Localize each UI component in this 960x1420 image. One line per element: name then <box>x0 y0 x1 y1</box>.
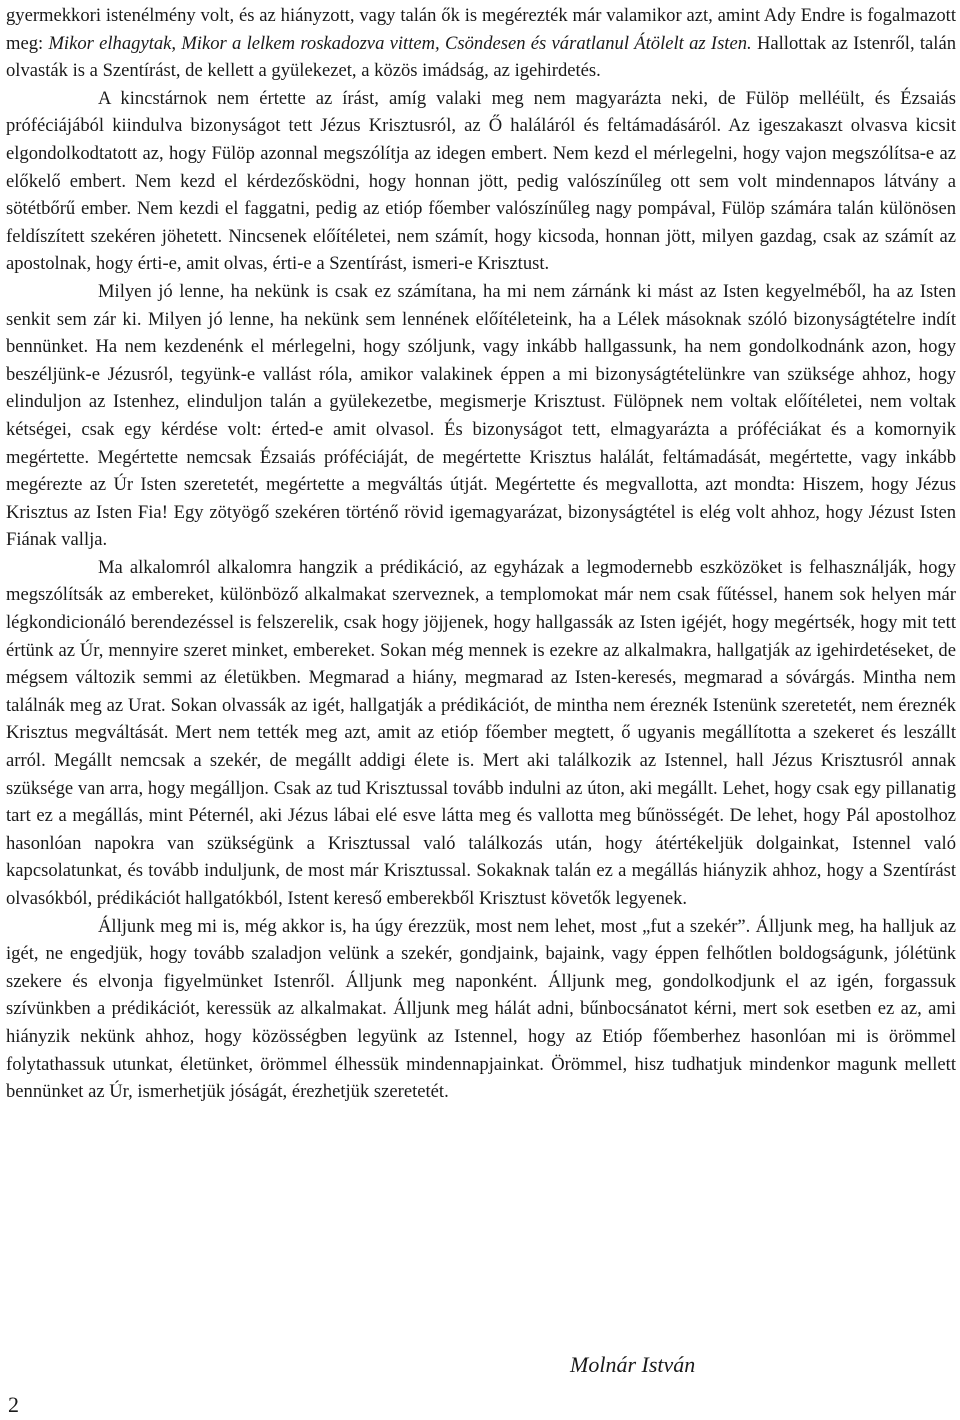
paragraph-1 <box>6 2 956 85</box>
ady-quote: Mikor elhagytak, Mikor a lelkem roskadozva vittem, Csöndesen és váratlanul Átölelt az Isten. <box>48 32 752 54</box>
document-body <box>6 2 956 1106</box>
page-number: 2 <box>8 1392 19 1417</box>
paragraph-4: Ma alkalomról alkalomra hangzik a prédikáció, az egyházak a legmodernebb eszközöket is felhasználják, hogy megszólítsák az embereket, különböző alkalmakat szerveznek, a templomokat már nem csak fűtéssel, hanem sok helyen már légkondicionáló berendezéssel is felszerelik, csak hogy jöjjenek, hogy hallgassák az Isten igéjét, hogy megértsék, hogy mit tett értünk az Úr, mennyire szeret minket, embereket. Sokan még mennek is ezekre az alkalmakra, hallgatják az igehirdetéseket, de mégsem változik semmi az életükben. Megmarad a hiány, megmarad az Isten-keresés, megmarad a sóvárgás. Mintha nem találnák meg az Urat. Sokan olvassák az igét, hallgatják a prédikációt, de mintha nem éreznék Istenünk szeretetét, nem éreznék Krisztus megváltását. Mert nem tették meg azt, amit az etióp főember megtett, ő ugyanis megállította a szekeret és leszállt arról. Megállt nemcsak a szekér, de megállt addigi élete is. Mert aki találkozik az Istennel, hall Jézus Krisztusról annak szüksége van arra, hogy megálljon. Csak az tud Krisztussal tovább indulni az úton, aki megállt. Lehet, hogy csak egy pillanatig tart ez a megállás, mint Péternél, aki Jézus lábai elé esve látta meg és vallotta meg bűnösségét. De lehet, hogy Pál apostolhoz hasonlóan napokra van szükségünk a Krisztussal való találkozás után, hogy átértékeljük dolgainkat, Istennel való kapcsolatunkat, és tovább induljunk, de most már Krisztussal. Sokaknak talán ez a megállás hiányzik ahhoz, hogy a Szentírást olvasókból, prédikációt hallgatókból, Istent kereső emberekből Krisztust követők legyenek. <box>6 556 956 909</box>
paragraph-1-text-start: gyermekkori istenélmény volt, és az hiányzott, vagy talán ők is megérezték már valamikor azt, amint Ady Endre is fogalmazott meg: <box>6 5 956 54</box>
paragraph-1-text-end: Hallottak az Istenről, talán olvasták is a Szentírást, de kellett a gyülekezet, a közös imádság, az igehirdetés. <box>6 32 956 82</box>
author-signature: Molnár István <box>570 1352 696 1377</box>
paragraph-5: Álljunk meg mi is, még akkor is, ha úgy érezzük, most nem lehet, most „fut a szekér”. Álljunk meg, ha halljuk az igét, ne engedjük, hogy tovább szaladjon velünk a szekér, gondjaink, bajaink, vagy éppen felhőtlen boldogságunk, jólétünk szekere és elvonja figyelmünket Istenről. Álljunk meg naponként. Álljunk meg, gondolkodjunk el az igén, forgassuk szívünkben a prédikációt, keressük az alkalmakat. Álljunk meg hálát adni, bűnbocsánatot kérni, mert sok esetben ez az, ami hiányzik nekünk ahhoz, hogy közösségben legyünk az Istennel, hogy az Etióp főemberhez hasonlóan mi is örömmel folytathassuk utunkat, életünket, örömmel élhessük mindennapjainkat. Örömmel, hisz tudhatjuk mindenkor magunk mellett bennünket az Úr, ismerhetjük jóságát, érezhetjük szeretetét. <box>6 915 956 1103</box>
paragraph-3: Milyen jó lenne, ha nekünk is csak ez számítana, ha mi nem zárnánk ki mást az Isten kegyelméből, ha az Isten senkit sem zár ki. Milyen jó lenne, ha nekünk sem lennének előítéleteink, ha a Lélek másoknak szóló bizonyságtételre indít bennünket. Ha nem kezdenénk el mérlegelni, hogy szóljunk, vagy inkább hallgassunk, ha nem gondolkodnánk azon, hogy beszéljünk-e Jézusról, tegyünk-e vallást róla, amikor valakinek éppen a mi bizonyságtételünkre van szüksége ahhoz, hogy elinduljon az Istenhez, elinduljon talán a gyülekezetbe, megismerje Krisztust. Fülöpnek nem voltak előítéletei, nem voltak kétségei, csak egy kérdése volt: érted-e amit olvasol. És bizonyságot tett, elmagyarázta a próféciákat és a komornyik megértette. Megértette nemcsak Ézsaiás próféciáját, de megértette Krisztus halálát, feltámadását, megértette, vagy inkább megérezte az Úr Isten szeretetét, megértette a megváltás útját. Megértette és megvallotta, azt mondta: Hiszem, hogy Jézus Krisztus az Isten Fia! Egy zötyögő szekéren történő rövid igemagyarázat, bizonyságtétel is elég volt ahhoz, hogy Jézust Isten Fiának vallja. <box>6 280 956 551</box>
paragraph-2: A kincstárnok nem értette az írást, amíg valaki meg nem magyarázta neki, de Fülöp melléült, és Ézsaiás próféciájából kiindulva bizonyságot tett Jézus Krisztusról, az Ő haláláról és feltámadásáról. Az igeszakaszt olvasva kicsit elgondolkodtatott az, hogy Fülöp azonnal megszólítja az idegen embert. Nem kezd el mérlegelni, hogy vajon megszólítsa-e az előkelő embert. Nem kezd el kérdezősködni, hogy honnan jött, pedig valószínűleg ott sem volt mindennapos látvány a sötétbőrű ember. Nem kezdi el faggatni, pedig az etióp főember valószínűleg nagy pompával, Fülöp számára talán különösen feldíszített szekéren jöhetett. Nincsenek előítéletei, nem számít, hogy kicsoda, honnan jött, milyen gazdag, csak az számít az apostolnak, hogy érti-e, amit olvas, érti-e a Szentírást, ismeri-e Krisztust. <box>6 87 956 275</box>
